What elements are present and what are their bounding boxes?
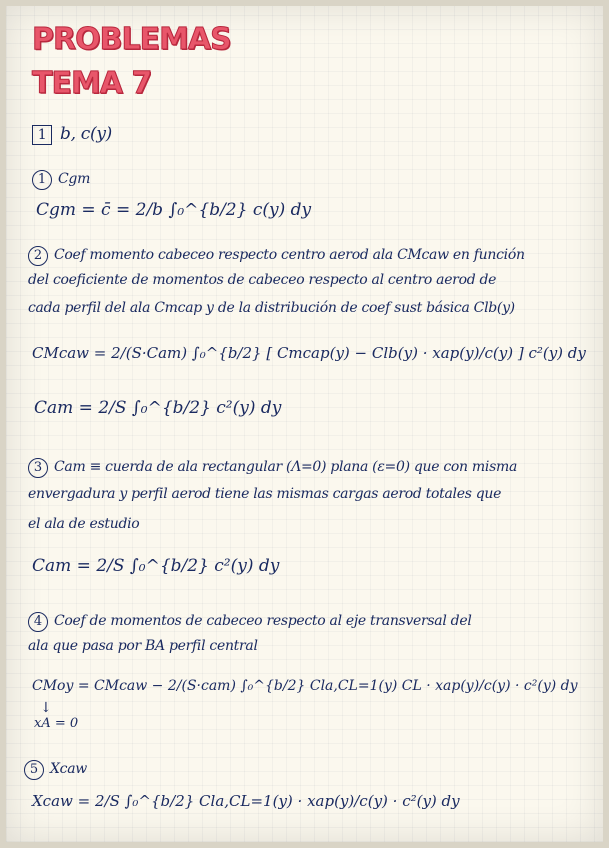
text-line: Coef de momentos de cabeceo respecto al eje transversal del — [54, 613, 472, 629]
item-number: 3 — [28, 458, 48, 478]
item-3 — [28, 456, 517, 478]
item-number: 1 — [32, 170, 52, 190]
item-2 — [28, 244, 525, 266]
text-line: del coeficiente de momentos de cabeceo respecto al centro aerod de — [28, 272, 497, 288]
item-number: 5 — [24, 760, 44, 780]
text-line: Cam ≡ cuerda de ala rectangular (Λ=0) plana (ε=0) que con misma — [54, 459, 517, 475]
item-1 — [32, 168, 90, 190]
equation-cam-2: Cam = 2/S ∫₀^{b/2} c²(y) dy — [32, 556, 280, 576]
arrow-down-icon: ↓ — [40, 700, 52, 716]
item-label: Cgm — [58, 171, 91, 187]
problem-header — [32, 124, 112, 145]
problem-variables: b, c(y) — [60, 124, 112, 144]
item-5 — [24, 758, 87, 780]
text-line: el ala de estudio — [28, 516, 140, 532]
item-label: Xcaw — [50, 761, 87, 777]
equation-xcaw: Xcaw = 2/S ∫₀^{b/2} Cla,CL=1(y) · xap(y)/c(y) · c²(y) dy — [32, 792, 460, 810]
equation-cam: Cam = 2/S ∫₀^{b/2} c²(y) dy — [34, 398, 282, 418]
equation-cmoy: CMoy = CMcaw − 2/(S·cam) ∫₀^{b/2} Cla,CL=1(y) CL · xap(y)/c(y) · c²(y) dy — [32, 678, 578, 694]
page-title: PROBLEMAS — [32, 22, 231, 57]
text-line: Coef momento cabeceo respecto centro aerod ala CMcaw en función — [54, 247, 525, 263]
item-number: 4 — [28, 612, 48, 632]
problem-number: 1 — [32, 125, 52, 145]
equation-cmcaw: CMcaw = 2/(S·Cam) ∫₀^{b/2} [ Cmcap(y) − Clb(y) · xap(y)/c(y) ] c²(y) dy — [32, 344, 586, 362]
text-line: envergadura y perfil aerod tiene las mismas cargas aerod totales que — [28, 486, 502, 502]
notebook-page — [6, 6, 603, 842]
equation-cgm: Cgm = c̄ = 2/b ∫₀^{b/2} c(y) dy — [36, 200, 312, 220]
item-4 — [28, 610, 472, 632]
section-title: TEMA 7 — [32, 66, 152, 101]
item-number: 2 — [28, 246, 48, 266]
text-line: cada perfil del ala Cmcap y de la distribución de coef sust básica Clb(y) — [28, 300, 515, 316]
condition-xa: xA = 0 — [34, 716, 79, 731]
text-line: ala que pasa por BA perfil central — [28, 638, 258, 654]
